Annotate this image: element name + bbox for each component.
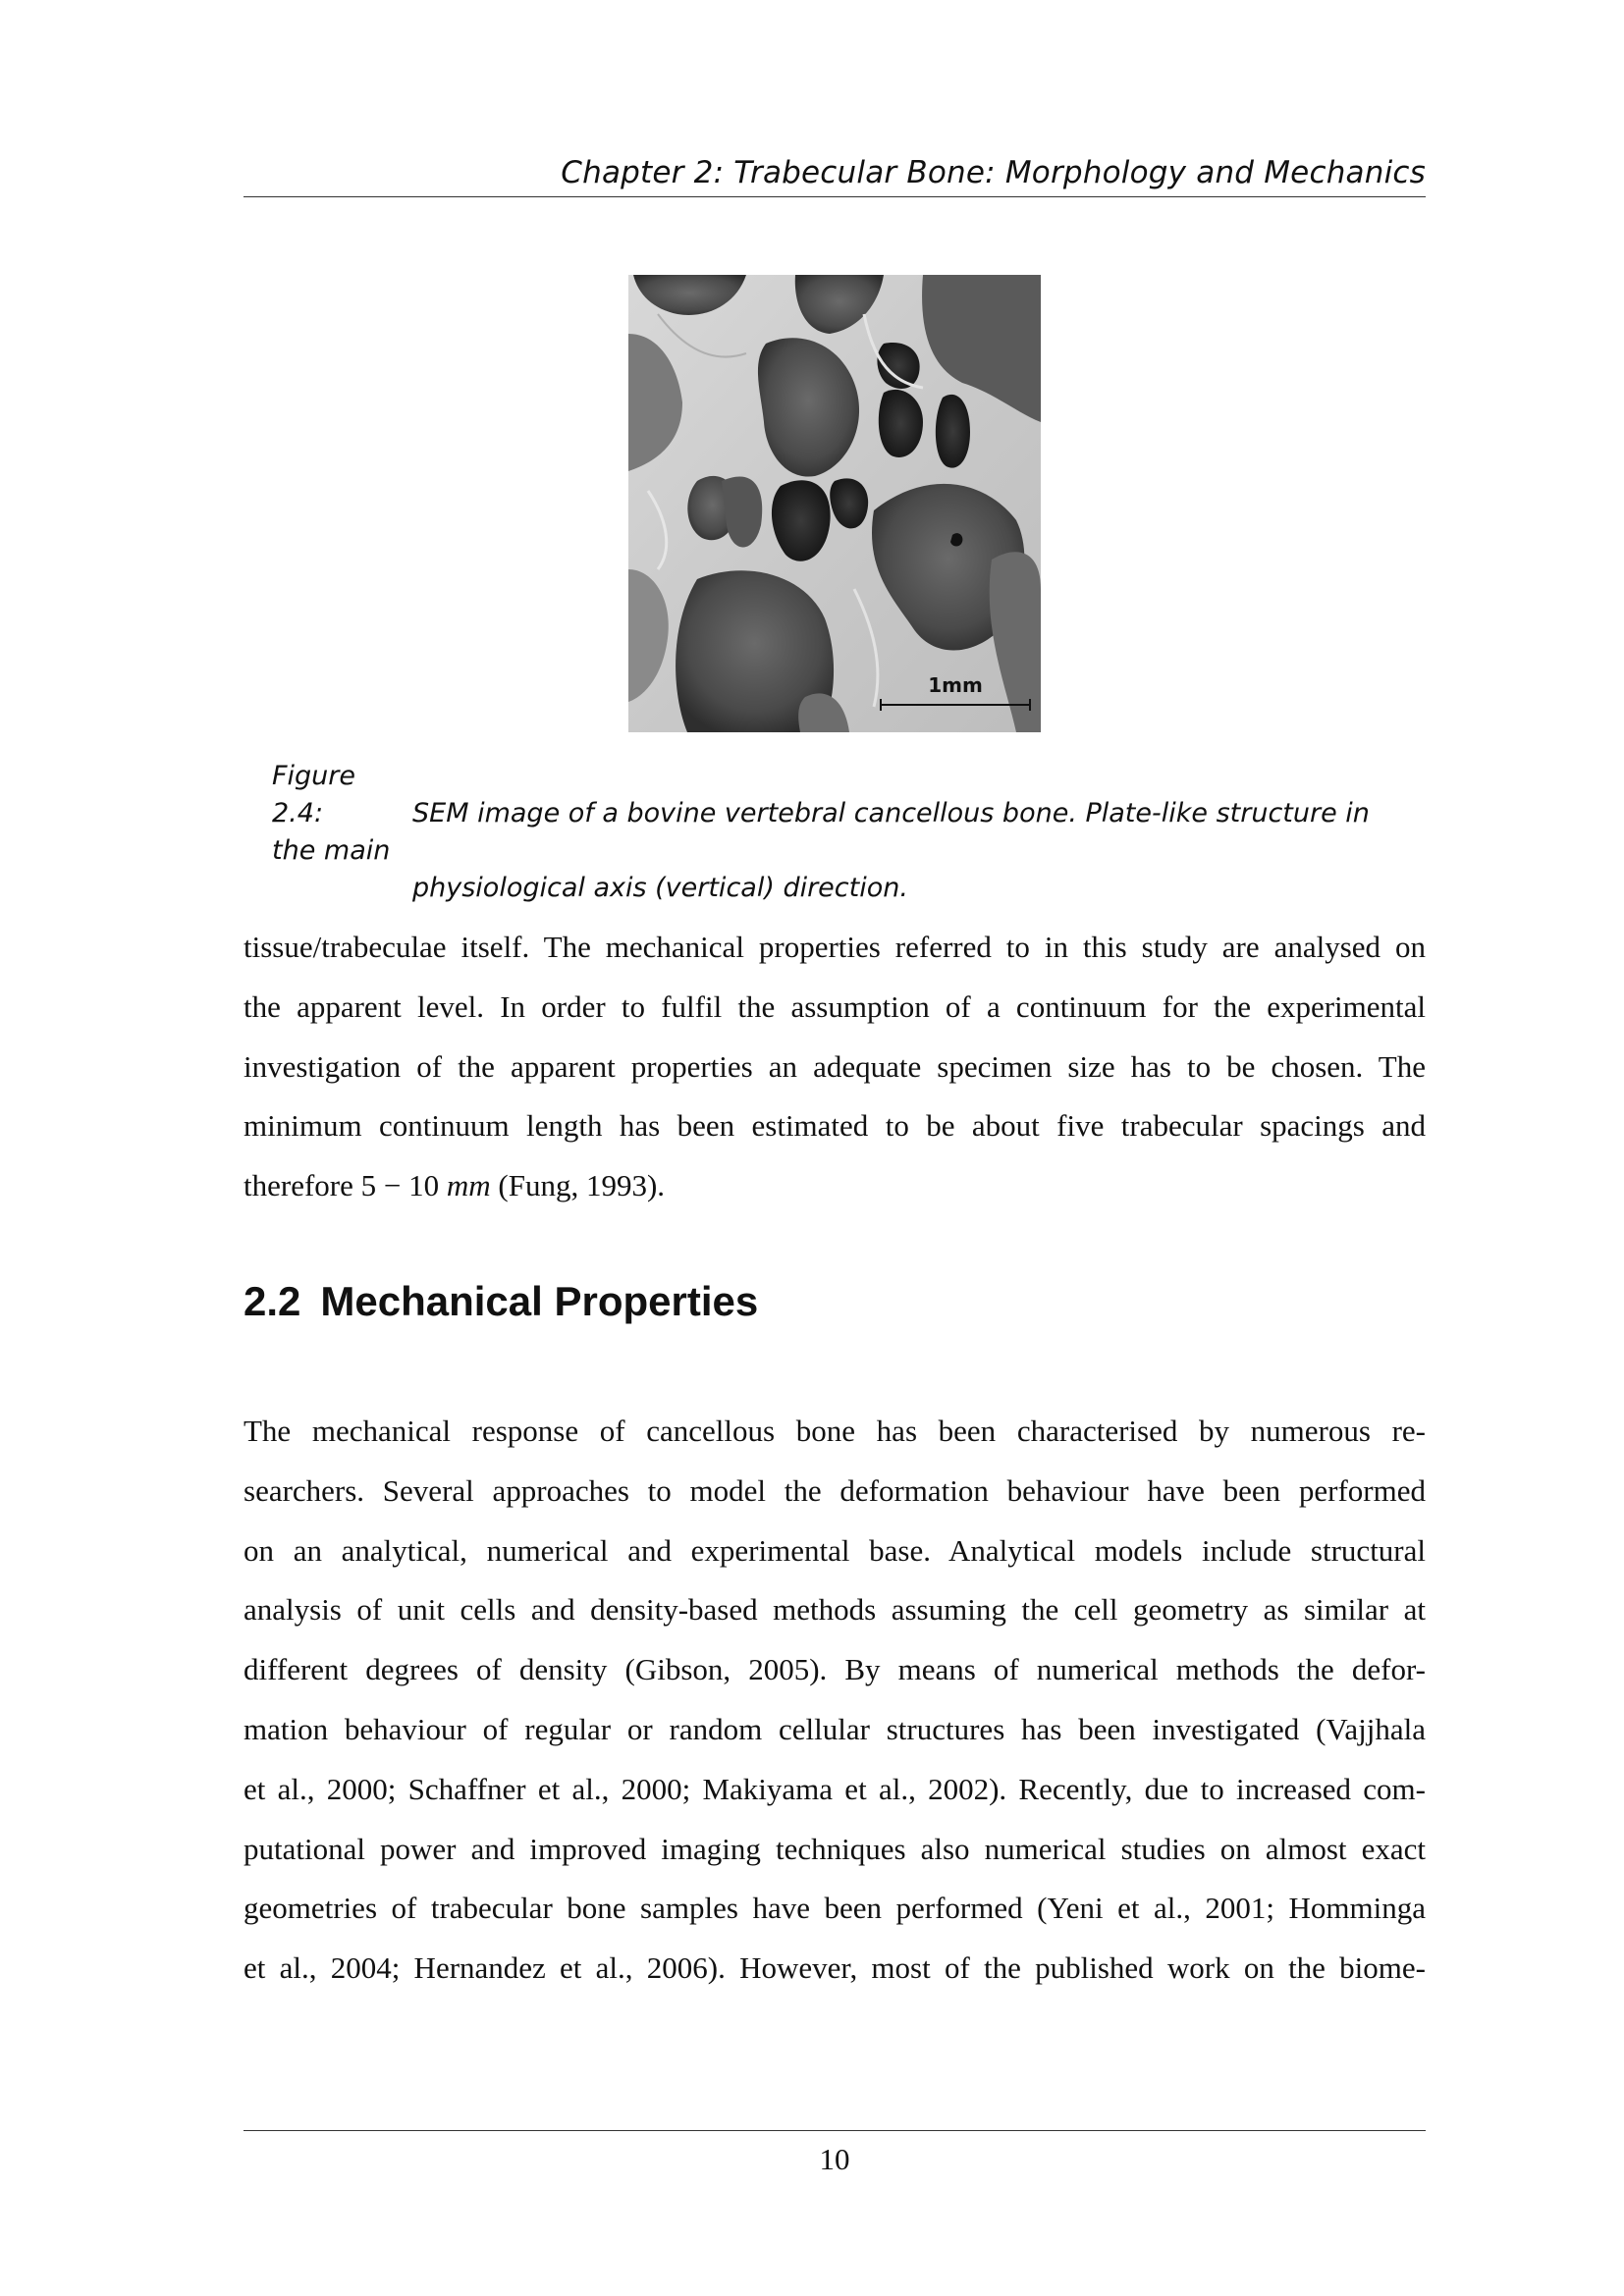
text-fragment: therefore 5 − 10: [244, 1168, 447, 1203]
running-header: Chapter 2: Trabecular Bone: Morphology and Mechanics: [561, 155, 1426, 190]
header-rule: [244, 196, 1426, 197]
figure-caption: [272, 758, 1411, 907]
footer-rule: [244, 2130, 1426, 2131]
paragraph-continuation: [244, 918, 1426, 1216]
text-line: searchers. Several approaches to model the deformation behaviour have been performed: [244, 1472, 1426, 1508]
text-line: on an analytical, numerical and experimental base. Analytical models include structural: [244, 1532, 1426, 1568]
citation-fung: (Fung, 1993).: [490, 1168, 666, 1203]
scale-bar-label: 1mm: [928, 673, 983, 697]
section-title: Mechanical Properties: [320, 1278, 759, 1324]
text-line: et al., 2000; Schaffner et al., 2000; Makiyama et al., 2002). Recently, due to increased com-: [244, 1771, 1426, 1806]
caption-text-line2: physiological axis (vertical) direction.: [412, 873, 908, 903]
text-line: putational power and improved imaging techniques also numerical studies on almost exact: [244, 1831, 1426, 1866]
text-line: tissue/trabeculae itself. The mechanical properties referred to in this study are analysed on: [244, 930, 1426, 964]
text-line: mation behaviour of regular or random cellular structures has been investigated (Vajjhala: [244, 1711, 1426, 1746]
text-line: analysis of unit cells and density-based methods assuming the cell geometry as similar at: [244, 1592, 1426, 1628]
text-line: et al., 2004; Hernandez et al., 2006). However, most of the published work on the biome-: [244, 1950, 1426, 1986]
text-line: the apparent level. In order to fulfil the assumption of a continuum for the experimental: [244, 988, 1426, 1024]
section-number: 2.2: [244, 1278, 301, 1324]
text-line-last: [244, 1156, 1426, 1216]
paragraph-mechanical-properties: [244, 1402, 1426, 1999]
text-line: geometries of trabecular bone samples have been performed (Yeni et al., 2001; Homminga: [244, 1891, 1426, 1926]
text-line: minimum continuum length has been estimated to be about five trabecular spacings and: [244, 1108, 1426, 1144]
unit-mm: mm: [446, 1168, 491, 1203]
caption-label: Figure 2.4:: [272, 761, 355, 828]
caption-text-line1: SEM image of a bovine vertebral cancellous bone. Plate-like structure in the main: [272, 798, 1370, 866]
page-number: 10: [819, 2142, 850, 2176]
sem-figure: [628, 275, 1041, 732]
text-line: different degrees of density (Gibson, 2005). By means of numerical methods the defor-: [244, 1652, 1426, 1687]
text-line: investigation of the apparent properties an adequate specimen size has to be chosen. The: [244, 1048, 1426, 1084]
sem-image: [628, 275, 1041, 732]
text-line: The mechanical response of cancellous bone has been characterised by numerous re-: [244, 1414, 1426, 1448]
section-heading: [244, 1278, 758, 1325]
